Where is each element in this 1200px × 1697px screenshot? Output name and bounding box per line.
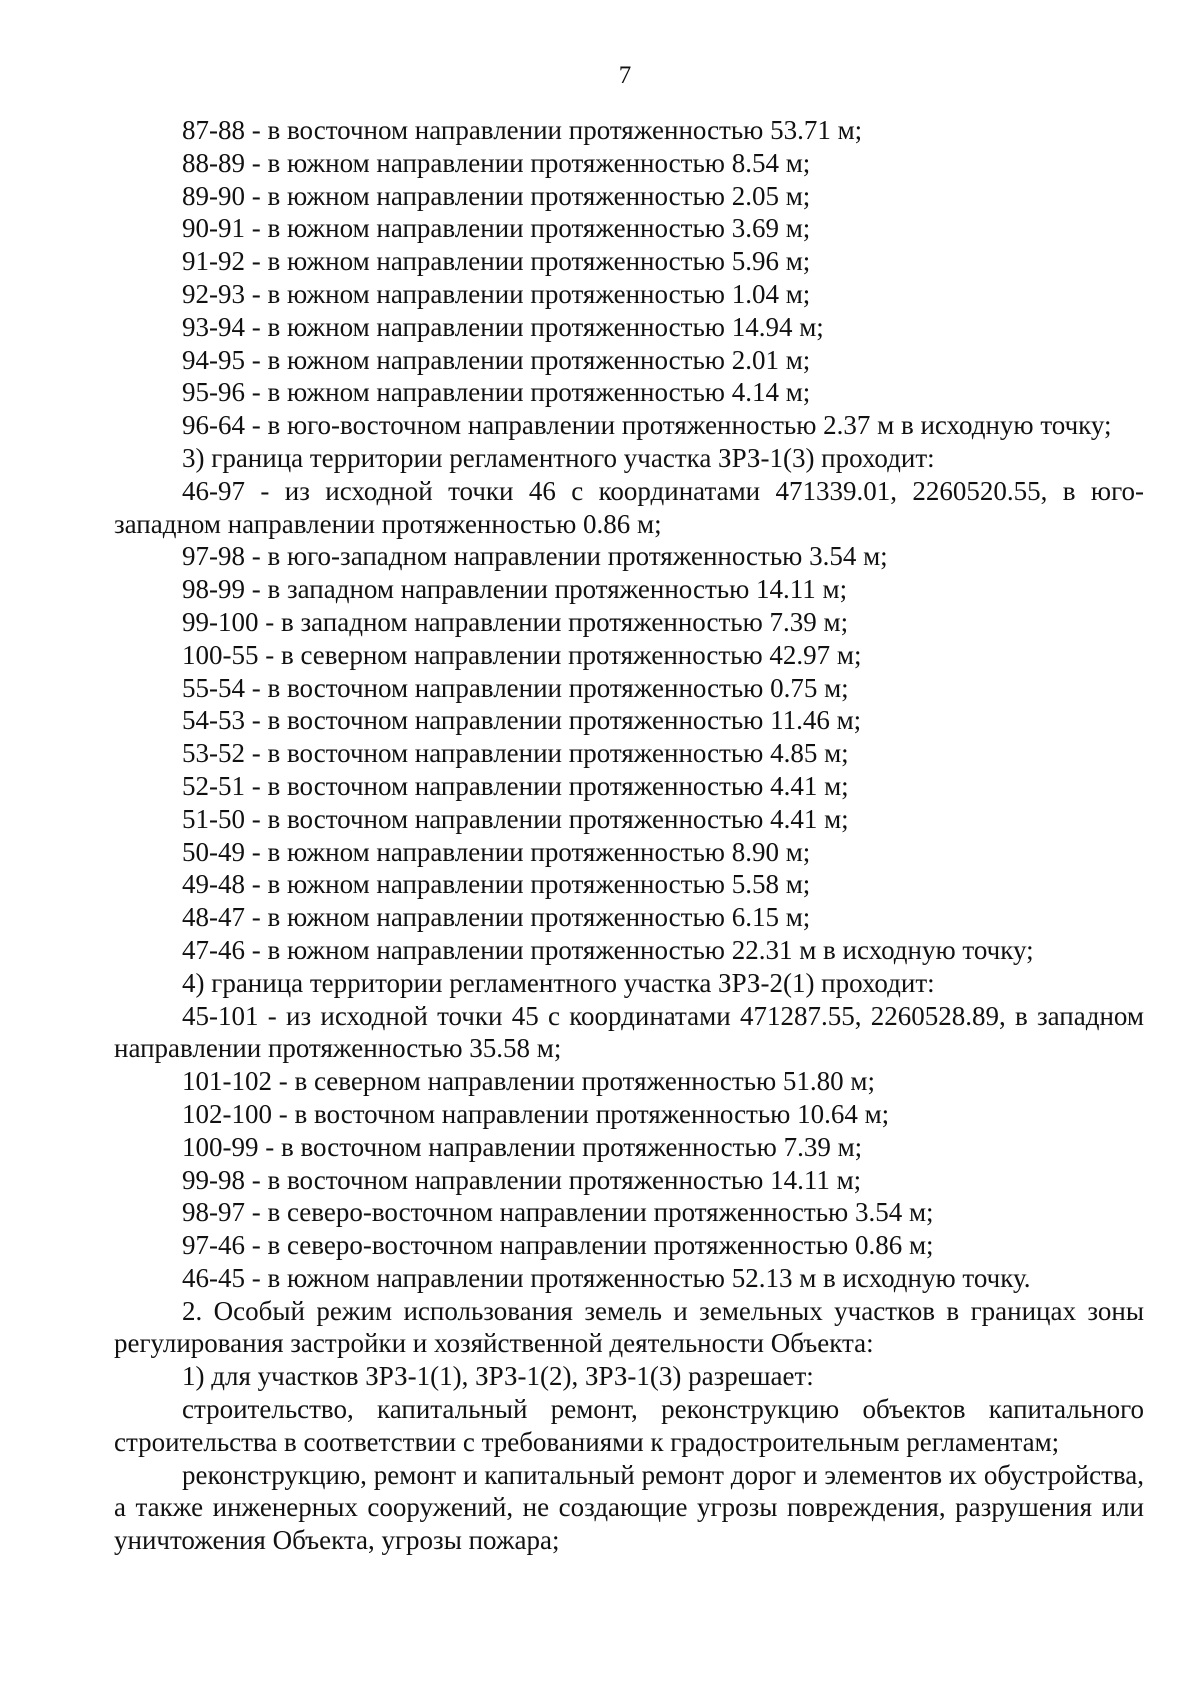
text-line: 99-98 - в восточном направлении протяженностью 14.11 м; (182, 1164, 862, 1195)
text-line: 46-45 - в южном направлении протяженностью 52.13 м в исходную точку. (182, 1262, 1031, 1293)
text-line: 91-92 - в южном направлении протяженностью 5.96 м; (182, 246, 811, 277)
text-line: 102-100 - в восточном направлении протяженностью 10.64 м; (182, 1098, 890, 1129)
text-line: 100-99 - в восточном направлении протяженностью 7.39 м; (182, 1131, 863, 1162)
text-paragraph: строительство, капитальный ремонт, реконструкцию объектов капитального строительства в соответствии с требованиями к градостроительным регламентам; (114, 1394, 1144, 1457)
document-body (114, 114, 1144, 1557)
section-heading: 4) граница территории регламентного участка ЗРЗ-2(1) проходит: (182, 967, 935, 998)
section-heading: 3) граница территории регламентного участка ЗРЗ-1(3) проходит: (182, 442, 935, 473)
text-line: 54-53 - в восточном направлении протяженностью 11.46 м; (182, 705, 862, 736)
text-line: 50-49 - в южном направлении протяженностью 8.90 м; (182, 836, 811, 867)
section-heading: 1) для участков ЗРЗ-1(1), ЗРЗ-1(2), ЗРЗ-1(3) разрешает: (182, 1361, 814, 1392)
text-line: 95-96 - в южном направлении протяженностью 4.14 м; (182, 377, 811, 408)
text-line: 100-55 - в северном направлении протяженностью 42.97 м; (182, 639, 862, 670)
text-line: 97-98 - в юго-западном направлении протяженностью 3.54 м; (182, 541, 888, 572)
text-line: 87-88 - в восточном направлении протяженностью 53.71 м; (182, 115, 863, 145)
text-line: 49-48 - в южном направлении протяженностью 5.58 м; (182, 869, 811, 900)
text-line: 53-52 - в восточном направлении протяженностью 4.85 м; (182, 738, 849, 769)
text-line: 92-93 - в южном направлении протяженностью 1.04 м; (182, 278, 811, 309)
text-paragraph: реконструкцию, ремонт и капитальный ремонт дорог и элементов их обустройства, а также инженерных сооружений, не создающие угрозы повреждения, разрушения или уничтожения Объекта, угрозы пожара; (114, 1459, 1144, 1556)
text-line: 51-50 - в восточном направлении протяженностью 4.41 м; (182, 803, 849, 834)
text-paragraph: 45-101 - из исходной точки 45 с координатами 471287.55, 2260528.89, в западном направлении протяженностью 35.58 м; (114, 1000, 1144, 1064)
text-paragraph: 46-97 - из исходной точки 46 с координатами 471339.01, 2260520.55, в юго-западном направлении протяженностью 0.86 м; (114, 475, 1144, 539)
text-line: 90-91 - в южном направлении протяженностью 3.69 м; (182, 213, 811, 244)
text-line: 94-95 - в южном направлении протяженностью 2.01 м; (182, 344, 811, 375)
text-paragraph: 96-64 - в юго-восточном направлении протяженностью 2.37 м в исходную точку; (182, 410, 1112, 441)
text-line: 48-47 - в южном направлении протяженностью 6.15 м; (182, 902, 811, 933)
text-line: 98-99 - в западном направлении протяженностью 14.11 м; (182, 574, 848, 605)
text-line: 101-102 - в северном направлении протяженностью 51.80 м; (182, 1066, 875, 1097)
text-line: 52-51 - в восточном направлении протяженностью 4.41 м; (182, 770, 849, 801)
text-line: 97-46 - в северо-восточном направлении протяженностью 0.86 м; (182, 1230, 934, 1261)
text-line: 93-94 - в южном направлении протяженностью 14.94 м; (182, 311, 824, 342)
text-line: 55-54 - в восточном направлении протяженностью 0.75 м; (182, 672, 849, 703)
page-number: 7 (618, 62, 632, 89)
text-paragraph: 2. Особый режим использования земель и земельных участков в границах зоны регулирования застройки и хозяйственной деятельности Объекта: (114, 1295, 1144, 1359)
text-line: 47-46 - в южном направлении протяженностью 22.31 м в исходную точку; (182, 934, 1034, 965)
text-line: 99-100 - в западном направлении протяженностью 7.39 м; (182, 606, 849, 637)
text-line: 89-90 - в южном направлении протяженностью 2.05 м; (182, 180, 811, 211)
text-line: 88-89 - в южном направлении протяженностью 8.54 м; (182, 147, 811, 178)
text-line: 98-97 - в северо-восточном направлении протяженностью 3.54 м; (182, 1197, 934, 1228)
